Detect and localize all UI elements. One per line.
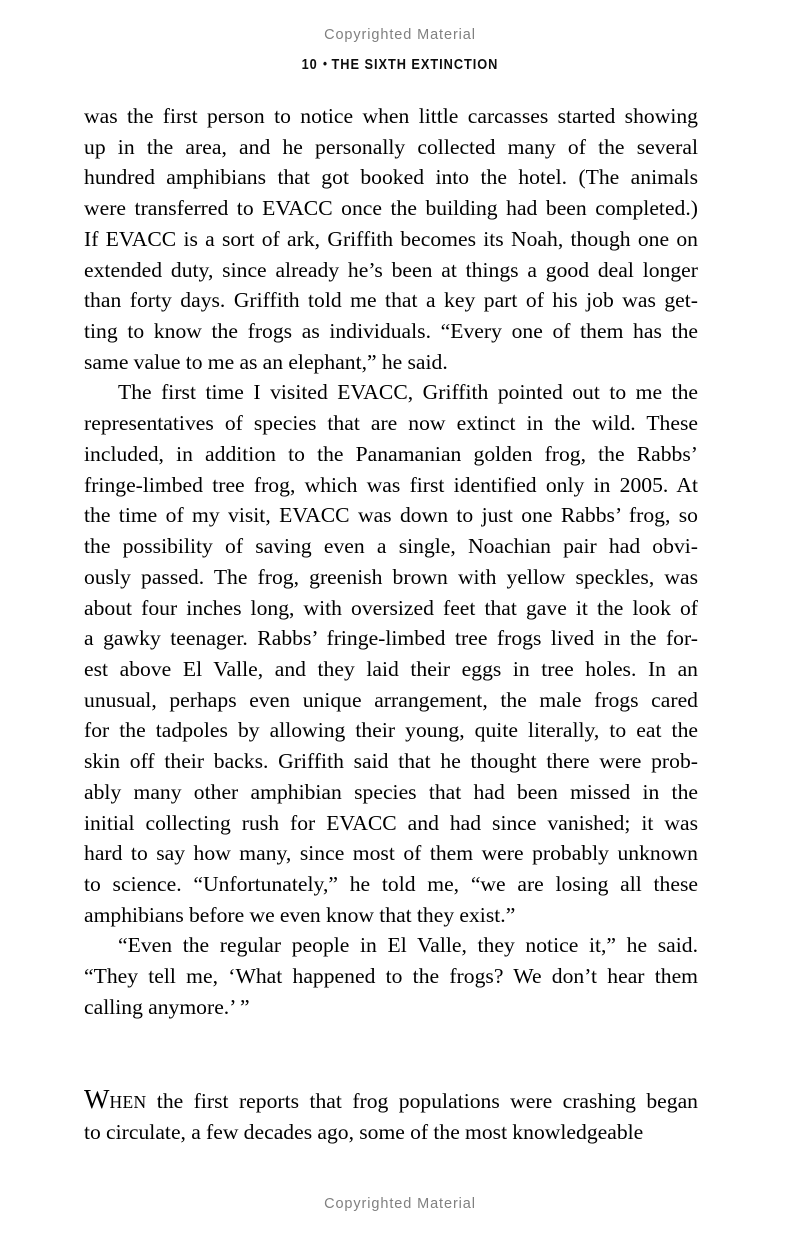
text-line-remainder: the first reports that frog populations were crashing began	[146, 1088, 698, 1113]
text-line: If EVACC is a sort of ark, Griffith becomes its Noah, though one on	[84, 226, 698, 251]
paragraph-1	[84, 101, 698, 377]
text-block	[84, 101, 698, 1148]
text-line: ting to know the frogs as individuals. “Every one of them has the	[84, 319, 698, 344]
text-line: ously passed. The frog, greenish brown with yellow speckles, was	[84, 564, 698, 589]
text-line: hard to say how many, since most of them were probably unknown	[84, 841, 698, 866]
copyright-watermark-bottom: Copyrighted Material	[324, 1196, 476, 1212]
text-line: “They tell me, ‘What happened to the frogs? We don’t hear them	[84, 964, 698, 989]
text-line: to science. “Unfortunately,” he told me, “we are losing all these	[84, 871, 698, 896]
page-number: 10	[301, 57, 318, 73]
paragraph-2	[84, 377, 698, 930]
text-line: unusual, perhaps even unique arrangement, the male frogs cared	[84, 687, 698, 712]
opening-small-caps: HEN	[109, 1091, 147, 1112]
text-line: est above El Valle, and they laid their eggs in tree holes. In an	[84, 656, 698, 681]
paragraph-3	[84, 930, 698, 1022]
text-line: skin off their backs. Griffith said that he thought there were prob-	[84, 749, 698, 774]
copyright-watermark-top: Copyrighted Material	[324, 27, 476, 43]
text-line: “Even the regular people in El Valle, they notice it,” he said.	[118, 933, 698, 958]
paragraph-4	[84, 1083, 698, 1148]
text-line: amphibians before we even know that they exist.”	[84, 902, 516, 927]
section-break	[84, 1023, 698, 1086]
text-line: the possibility of saving even a single, Noachian pair had obvi-	[84, 534, 698, 559]
text-line: up in the area, and he personally collected many of the several	[84, 134, 698, 159]
text-line: representatives of species that are now extinct in the wild. These	[84, 411, 698, 436]
text-line: the time of my visit, EVACC was down to just one Rabbs’ frog, so	[84, 503, 698, 528]
text-line: for the tadpoles by allowing their young, quite literally, to eat the	[84, 718, 698, 743]
opening-capital: W	[84, 1083, 110, 1114]
text-line-with-opener	[84, 1083, 698, 1118]
text-line: extended duty, since already he’s been at things a good deal longer	[84, 257, 698, 282]
text-line: were transferred to EVACC once the building had been completed.)	[84, 196, 698, 221]
text-line: calling anymore.’ ”	[84, 994, 250, 1019]
text-line: than forty days. Griffith told me that a key part of his job was get-	[84, 288, 698, 313]
text-line: same value to me as an elephant,” he said.	[84, 349, 448, 374]
text-line: to circulate, a few decades ago, some of the most knowledgeable	[84, 1120, 644, 1145]
text-line: ably many other amphibian species that had been missed in the	[84, 779, 698, 804]
text-line: included, in addition to the Panamanian golden frog, the Rabbs’	[84, 441, 698, 466]
text-line: initial collecting rush for EVACC and had since vanished; it was	[84, 810, 698, 835]
text-line: hundred amphibians that got booked into the hotel. (The animals	[84, 165, 698, 190]
text-line: The first time I visited EVACC, Griffith pointed out to me the	[118, 380, 698, 405]
text-line: a gawky teenager. Rabbs’ fringe-limbed tree frogs lived in the for-	[84, 626, 698, 651]
running-head-title: THE SIXTH EXTINCTION	[331, 57, 499, 73]
text-line: about four inches long, with oversized feet that gave it the look of	[84, 595, 698, 620]
text-line: fringe-limbed tree frog, which was first identified only in 2005. At	[84, 472, 698, 497]
running-head	[48, 56, 752, 73]
running-head-separator: •	[323, 56, 329, 71]
text-line: was the first person to notice when little carcasses started showing	[84, 104, 698, 128]
